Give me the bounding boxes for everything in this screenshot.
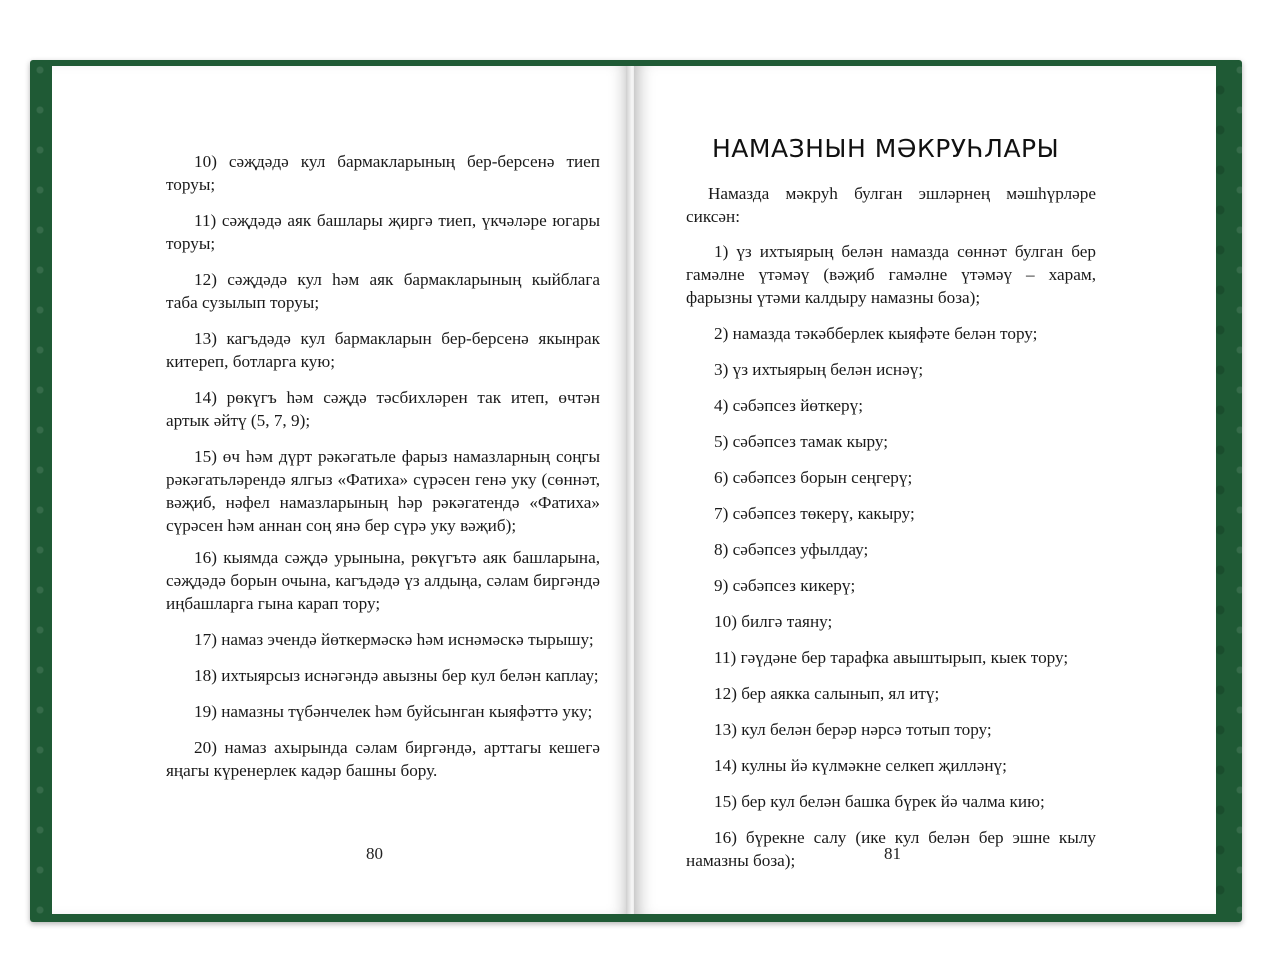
list-item: 13) кагъдәдә кул бармакларын бер-берсенә якынрак китереп, ботларга кую; — [166, 329, 600, 371]
list-item: 10) сәҗдәдә кул бармакларының бер-берсенә тиеп торуы; — [166, 152, 600, 194]
left-page-text — [166, 150, 600, 795]
list-item: 13) кул белән берәр нәрсә тотып тору; — [714, 720, 992, 739]
list-item: 12) сәҗдәдә кул һәм аяк бармакларының кыйблага таба сузылып торуы; — [166, 270, 600, 312]
list-item: 15) бер кул белән башка бүрек йә чалма кию; — [714, 792, 1045, 811]
list-item: 14) кулны йә күлмәкне селкеп җилләнү; — [714, 756, 1007, 775]
list-item: 2) намазда тәкәбберлек кыяфәте белән тору; — [714, 324, 1038, 343]
list-item: 20) намаз ахырында сәлам биргәндә, арттагы кешегә яңагы күренерлек кадәр башны бору. — [166, 738, 600, 780]
page-number-right: 81 — [884, 844, 901, 863]
left-page — [52, 66, 630, 914]
list-item: 9) сәбәпсез кикерү; — [714, 576, 856, 595]
list-item: 16) бүрекне салу (ике кул белән бер эшне кылу намазны боза); — [686, 828, 1096, 870]
list-item: 3) үз ихтыярың белән иснәү; — [714, 360, 924, 379]
list-item: 6) сәбәпсез борын сеңгерү; — [714, 468, 913, 487]
list-item: 5) сәбәпсез тамак кыру; — [714, 432, 888, 451]
intro-paragraph: Намазда мәкруһ булган эшләрнең мәшһүрләре сиксән: — [686, 184, 1096, 226]
list-item: 11) гәүдәне бер тарафка авыштырып, кыек тору; — [714, 648, 1069, 667]
list-item: 1) үз ихтыярың белән намазда сөннәт булган бер гамәлне үтәмәү (вәҗиб гамәлне үтәмәү – харам, фарызны үтәми калдыру намазны боза); — [686, 242, 1096, 307]
list-item: 11) сәҗдәдә аяк башлары җиргә тиеп, үкчәләре югары торуы; — [166, 211, 600, 253]
list-item: 8) сәбәпсез уфылдау; — [714, 540, 869, 559]
list-item: 4) сәбәпсез йөткерү; — [714, 396, 864, 415]
list-item: 7) сәбәпсез төкерү, какыру; — [714, 504, 915, 523]
right-page — [634, 66, 1216, 914]
list-item: 10) билгә таяну; — [714, 612, 833, 631]
list-item: 16) кыямда сәҗдә урынына, рөкүгътә аяк башларына, сәҗдәдә борын очына, кагъдәдә үз алдыңа, сәлам биргәндә иңбашларга гына карап тору; — [166, 548, 600, 613]
page-number-left: 80 — [366, 844, 383, 863]
list-item: 17) намаз эчендә йөткермәскә һәм иснәмәскә тырышу; — [194, 630, 594, 649]
chapter-title: НАМАЗНЫН МӘКРУҺЛАРЫ — [712, 134, 1060, 163]
list-item: 14) рөкүгъ һәм сәҗдә тәсбихләрен так итеп, өчтән артык әйтү (5, 7, 9); — [166, 388, 600, 430]
right-page-text — [686, 182, 1096, 885]
list-item: 19) намазны түбәнчелек һәм буйсынган кыяфәттә уку; — [194, 702, 593, 721]
list-item: 18) ихтыярсыз иснәгәндә авызны бер кул белән каплау; — [194, 666, 599, 685]
list-item: 12) бер аякка салынып, ял итү; — [714, 684, 940, 703]
list-item: 15) өч һәм дүрт рәкәгатьле фарыз намазларның соңгы рәкәгатьләрендә ялгыз «Фатиха» сүрәсен генә уку (сөннәт, вәҗиб, нәфел намазларының һәр рәкәгатендә «Фатиха» сүрәсен һәм аннан соң янә бер сүрә уку вәҗиб); — [166, 447, 600, 535]
